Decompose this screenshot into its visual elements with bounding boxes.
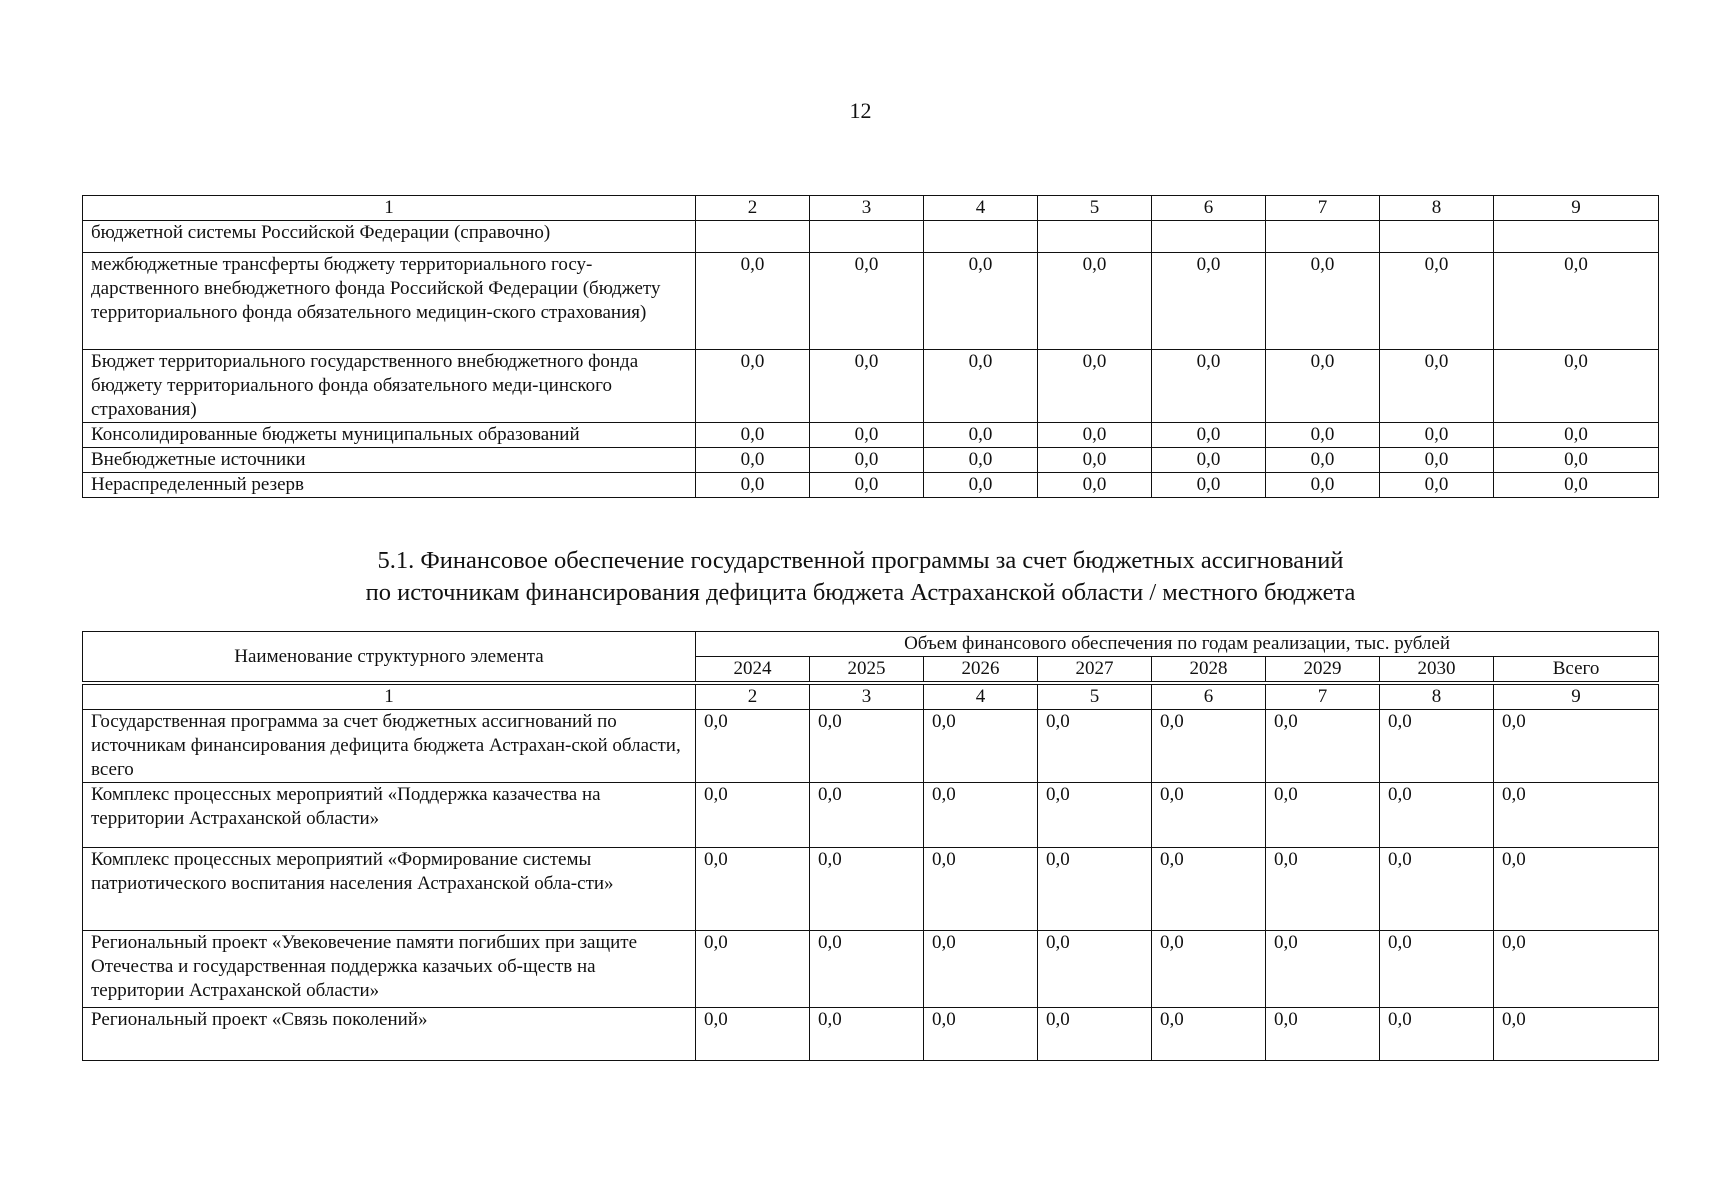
row-value: 0,0 bbox=[1152, 423, 1266, 448]
row-value: 0,0 bbox=[810, 473, 924, 498]
row-value: 0,0 bbox=[696, 350, 810, 423]
section-title-line: 5.1. Финансовое обеспечение государственной программы за счет бюджетных ассигнований bbox=[377, 547, 1344, 574]
row-value: 0,0 bbox=[1038, 848, 1152, 931]
row-value: 0,0 bbox=[1038, 1008, 1152, 1061]
column-number-row bbox=[83, 196, 1659, 221]
section-title bbox=[0, 545, 1721, 609]
row-name: Бюджет территориального государственного внебюджетного фонда бюджету территориального фонда обязательного меди-цинского страхования) bbox=[83, 350, 696, 423]
row-value: 0,0 bbox=[1038, 710, 1152, 783]
row-value: 0,0 bbox=[696, 931, 810, 1008]
row-value: 0,0 bbox=[924, 423, 1038, 448]
column-number: 7 bbox=[1266, 196, 1380, 221]
row-value bbox=[810, 221, 924, 253]
table-row bbox=[83, 931, 1659, 1008]
row-value bbox=[1038, 221, 1152, 253]
year-header: 2029 bbox=[1266, 657, 1380, 684]
column-number: 5 bbox=[1038, 196, 1152, 221]
row-value bbox=[1152, 221, 1266, 253]
row-value: 0,0 bbox=[924, 931, 1038, 1008]
row-value: 0,0 bbox=[1152, 448, 1266, 473]
row-value: 0,0 bbox=[1494, 253, 1659, 350]
row-value: 0,0 bbox=[810, 350, 924, 423]
row-value: 0,0 bbox=[810, 448, 924, 473]
row-value: 0,0 bbox=[810, 710, 924, 783]
row-value: 0,0 bbox=[1038, 350, 1152, 423]
row-value: 0,0 bbox=[1380, 253, 1494, 350]
row-value: 0,0 bbox=[924, 710, 1038, 783]
row-value: 0,0 bbox=[696, 473, 810, 498]
row-value: 0,0 bbox=[696, 1008, 810, 1061]
row-value: 0,0 bbox=[1494, 423, 1659, 448]
table-row bbox=[83, 1008, 1659, 1061]
row-value: 0,0 bbox=[1038, 448, 1152, 473]
header-structural-element: Наименование структурного элемента bbox=[83, 632, 696, 684]
row-value: 0,0 bbox=[1266, 473, 1380, 498]
row-name: Нераспределенный резерв bbox=[83, 473, 696, 498]
row-value: 0,0 bbox=[924, 848, 1038, 931]
row-name: бюджетной системы Российской Федерации (справочно) bbox=[83, 221, 696, 253]
column-number: 8 bbox=[1380, 683, 1494, 710]
row-value: 0,0 bbox=[696, 848, 810, 931]
column-number: 3 bbox=[810, 683, 924, 710]
row-value: 0,0 bbox=[810, 1008, 924, 1061]
column-number: 7 bbox=[1266, 683, 1380, 710]
column-number: 8 bbox=[1380, 196, 1494, 221]
year-header: 2024 bbox=[696, 657, 810, 684]
table-row bbox=[83, 473, 1659, 498]
row-value: 0,0 bbox=[696, 783, 810, 848]
row-value: 0,0 bbox=[1038, 783, 1152, 848]
table-row bbox=[83, 253, 1659, 350]
row-value: 0,0 bbox=[1494, 931, 1659, 1008]
column-number: 6 bbox=[1152, 196, 1266, 221]
row-value: 0,0 bbox=[1152, 848, 1266, 931]
column-number: 3 bbox=[810, 196, 924, 221]
section-title-line: по источникам финансирования дефицита бюджета Астраханской области / местного бюджета bbox=[365, 579, 1356, 606]
row-value: 0,0 bbox=[1152, 473, 1266, 498]
table-row bbox=[83, 423, 1659, 448]
table-row bbox=[83, 221, 1659, 253]
row-value bbox=[924, 221, 1038, 253]
row-value: 0,0 bbox=[1038, 931, 1152, 1008]
row-value: 0,0 bbox=[1494, 1008, 1659, 1061]
row-value bbox=[1494, 221, 1659, 253]
row-name: межбюджетные трансферты бюджету территориального госу-дарственного внебюджетного фонда Российской Федерации (бюджету территориального фонда обязательного медицин-ского страхования) bbox=[83, 253, 696, 350]
row-value: 0,0 bbox=[1152, 1008, 1266, 1061]
row-value: 0,0 bbox=[1266, 1008, 1380, 1061]
column-number: 9 bbox=[1494, 196, 1659, 221]
deficit-funding-table bbox=[82, 631, 1659, 1061]
column-number-row bbox=[83, 683, 1659, 710]
table-row bbox=[83, 710, 1659, 783]
row-value: 0,0 bbox=[924, 253, 1038, 350]
row-value: 0,0 bbox=[1038, 423, 1152, 448]
year-header: 2026 bbox=[924, 657, 1038, 684]
row-value: 0,0 bbox=[1266, 783, 1380, 848]
row-value: 0,0 bbox=[924, 1008, 1038, 1061]
row-value: 0,0 bbox=[1266, 448, 1380, 473]
funding-table-continued bbox=[82, 195, 1659, 498]
row-value: 0,0 bbox=[1266, 350, 1380, 423]
column-number: 2 bbox=[696, 683, 810, 710]
row-value: 0,0 bbox=[1380, 848, 1494, 931]
row-value: 0,0 bbox=[924, 473, 1038, 498]
row-value: 0,0 bbox=[1266, 423, 1380, 448]
row-value: 0,0 bbox=[1266, 931, 1380, 1008]
column-number: 4 bbox=[924, 683, 1038, 710]
column-number: 2 bbox=[696, 196, 810, 221]
row-value: 0,0 bbox=[1380, 783, 1494, 848]
row-value: 0,0 bbox=[810, 931, 924, 1008]
year-header: 2027 bbox=[1038, 657, 1152, 684]
row-value: 0,0 bbox=[810, 423, 924, 448]
table-row bbox=[83, 448, 1659, 473]
header-row bbox=[83, 632, 1659, 657]
row-value: 0,0 bbox=[810, 253, 924, 350]
row-value bbox=[696, 221, 810, 253]
row-value: 0,0 bbox=[1494, 350, 1659, 423]
row-name: Консолидированные бюджеты муниципальных образований bbox=[83, 423, 696, 448]
year-header: 2030 bbox=[1380, 657, 1494, 684]
row-value: 0,0 bbox=[924, 783, 1038, 848]
row-name: Региональный проект «Связь поколений» bbox=[83, 1008, 696, 1061]
row-value: 0,0 bbox=[810, 783, 924, 848]
row-value: 0,0 bbox=[1380, 473, 1494, 498]
row-value: 0,0 bbox=[1152, 710, 1266, 783]
page-number: 12 bbox=[849, 98, 872, 123]
column-number: 4 bbox=[924, 196, 1038, 221]
row-name: Комплекс процессных мероприятий «Формирование системы патриотического воспитания населения Астраханской обла-сти» bbox=[83, 848, 696, 931]
row-value: 0,0 bbox=[1266, 848, 1380, 931]
row-name: Государственная программа за счет бюджетных ассигнований по источникам финансирования дефицита бюджета Астрахан-ской области, всего bbox=[83, 710, 696, 783]
header-funding-group: Объем финансового обеспечения по годам реализации, тыс. рублей bbox=[696, 632, 1659, 657]
table-row bbox=[83, 783, 1659, 848]
row-value: 0,0 bbox=[1494, 783, 1659, 848]
row-value: 0,0 bbox=[1380, 448, 1494, 473]
row-value: 0,0 bbox=[1266, 710, 1380, 783]
row-value: 0,0 bbox=[1494, 473, 1659, 498]
row-value: 0,0 bbox=[1266, 253, 1380, 350]
row-name: Комплекс процессных мероприятий «Поддержка казачества на территории Астраханской области» bbox=[83, 783, 696, 848]
row-value: 0,0 bbox=[924, 350, 1038, 423]
column-number: 6 bbox=[1152, 683, 1266, 710]
column-number: 5 bbox=[1038, 683, 1152, 710]
row-value: 0,0 bbox=[1152, 783, 1266, 848]
row-value bbox=[1380, 221, 1494, 253]
row-value: 0,0 bbox=[924, 448, 1038, 473]
row-value: 0,0 bbox=[1152, 350, 1266, 423]
row-value bbox=[1266, 221, 1380, 253]
row-value: 0,0 bbox=[1380, 931, 1494, 1008]
row-value: 0,0 bbox=[1380, 1008, 1494, 1061]
row-value: 0,0 bbox=[1380, 710, 1494, 783]
column-number: 9 bbox=[1494, 683, 1659, 710]
year-header: 2028 bbox=[1152, 657, 1266, 684]
row-value: 0,0 bbox=[696, 710, 810, 783]
row-value: 0,0 bbox=[696, 448, 810, 473]
row-value: 0,0 bbox=[1494, 710, 1659, 783]
table-row bbox=[83, 848, 1659, 931]
total-header: Всего bbox=[1494, 657, 1659, 684]
column-number: 1 bbox=[83, 196, 696, 221]
row-value: 0,0 bbox=[696, 253, 810, 350]
column-number: 1 bbox=[83, 683, 696, 710]
row-value: 0,0 bbox=[1494, 848, 1659, 931]
row-value: 0,0 bbox=[1038, 253, 1152, 350]
year-header: 2025 bbox=[810, 657, 924, 684]
row-name: Внебюджетные источники bbox=[83, 448, 696, 473]
row-value: 0,0 bbox=[810, 848, 924, 931]
row-name: Региональный проект «Увековечение памяти погибших при защите Отечества и государственная поддержка казачьих об-ществ на территории Астраханской области» bbox=[83, 931, 696, 1008]
row-value: 0,0 bbox=[1380, 423, 1494, 448]
table-row bbox=[83, 350, 1659, 423]
row-value: 0,0 bbox=[1038, 473, 1152, 498]
row-value: 0,0 bbox=[1494, 448, 1659, 473]
row-value: 0,0 bbox=[1380, 350, 1494, 423]
row-value: 0,0 bbox=[1152, 931, 1266, 1008]
row-value: 0,0 bbox=[1152, 253, 1266, 350]
row-value: 0,0 bbox=[696, 423, 810, 448]
